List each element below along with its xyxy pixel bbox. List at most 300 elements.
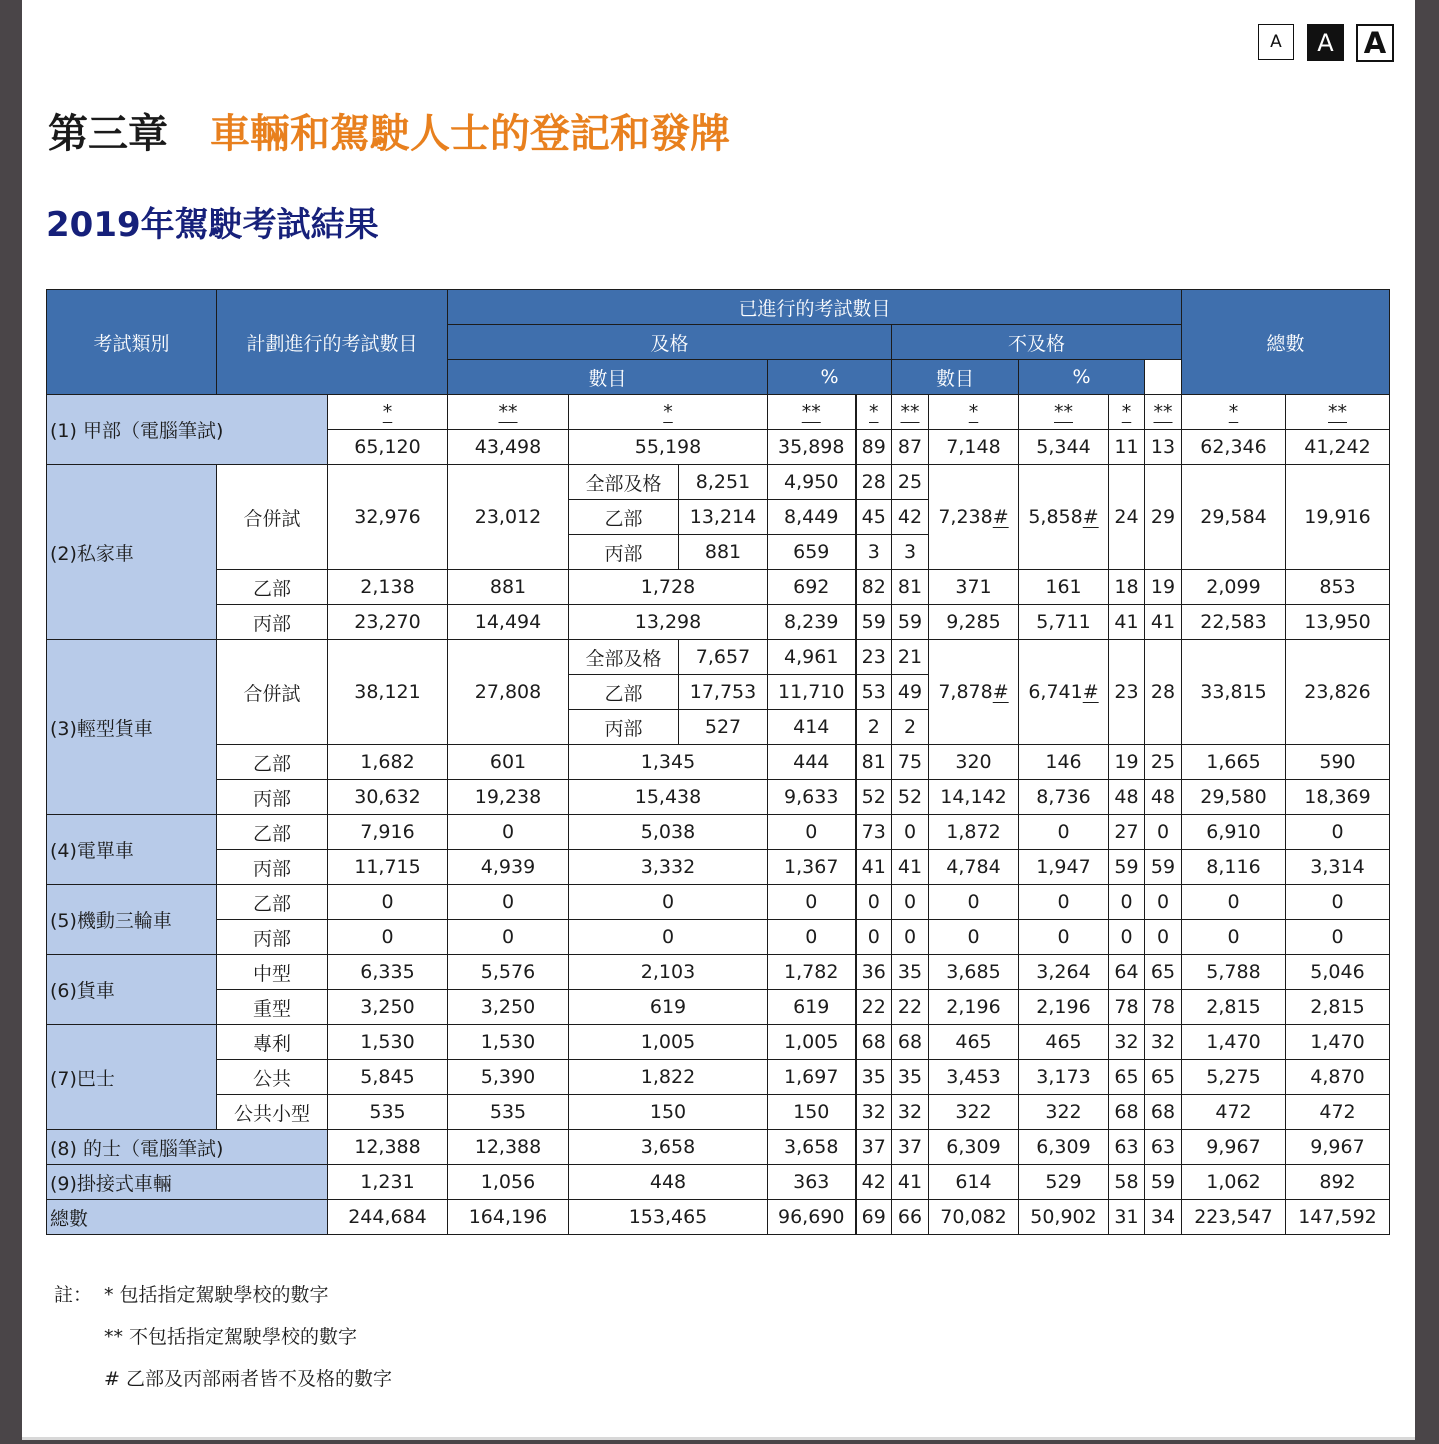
pass-pct-value: 23	[856, 640, 892, 675]
pass-value: 55,198	[569, 430, 768, 465]
plan-value: 19,238	[448, 780, 569, 815]
subcategory-label: 乙部	[217, 815, 328, 850]
pass-value: 881	[679, 535, 768, 570]
pass-pct-value: 32	[856, 1095, 892, 1130]
plan-value: 3,250	[328, 990, 448, 1025]
fail-pct-value: 65	[1145, 1060, 1182, 1095]
total-value: 892	[1286, 1165, 1390, 1200]
subcategory-label: 乙部	[217, 745, 328, 780]
pass-value: 1,005	[569, 1025, 768, 1060]
total-value: 0	[1182, 920, 1286, 955]
header-conducted: 已進行的考試數目	[448, 290, 1182, 325]
subcategory-label: 重型	[217, 990, 328, 1025]
plan-value: 2,138	[328, 570, 448, 605]
total-value: 62,346	[1182, 430, 1286, 465]
category-label: (2)私家車	[47, 465, 217, 640]
total-value: 13,950	[1286, 605, 1390, 640]
pass-value: 0	[768, 815, 856, 850]
total-value: 0	[1286, 885, 1390, 920]
fail-pct-value: 19	[1145, 570, 1182, 605]
plan-value: 11,715	[328, 850, 448, 885]
plan-value: 7,916	[328, 815, 448, 850]
table-row	[47, 850, 1390, 885]
sub-pass-label: 丙部	[569, 535, 679, 570]
pass-value: 448	[569, 1165, 768, 1200]
plan-value: 244,684	[328, 1200, 448, 1235]
fail-value: 6,309	[1019, 1130, 1109, 1165]
total-value: 22,583	[1182, 605, 1286, 640]
pass-value: 13,214	[679, 500, 768, 535]
pass-pct-value: 21	[892, 640, 929, 675]
total-value: 223,547	[1182, 1200, 1286, 1235]
fail-pct-value: 68	[1109, 1095, 1145, 1130]
fail-value: 7,878	[938, 681, 993, 703]
plan-value: 65,120	[328, 430, 448, 465]
category-label: (3)輕型貨車	[47, 640, 217, 815]
pass-value: 0	[768, 885, 856, 920]
total-value: 590	[1286, 745, 1390, 780]
plan-value: 1,056	[448, 1165, 569, 1200]
subcategory-label: 乙部	[217, 885, 328, 920]
pass-pct-value: 35	[892, 955, 929, 990]
header-total: 總數	[1182, 290, 1390, 395]
star-footnote-link[interactable]: *	[1228, 401, 1239, 423]
fail-pct-value: 63	[1145, 1130, 1182, 1165]
fail-pct-value: 0	[1109, 920, 1145, 955]
pass-pct-value: 35	[892, 1060, 929, 1095]
star-header-cell	[1019, 395, 1109, 430]
star-footnote-link[interactable]: **	[1328, 401, 1347, 423]
sub-pass-label: 全部及格	[569, 465, 679, 500]
total-value: 2,815	[1182, 990, 1286, 1025]
star-header-cell	[1145, 395, 1182, 430]
fail-pct-value: 64	[1109, 955, 1145, 990]
pass-pct-value: 0	[892, 920, 929, 955]
fail-pct-value: 31	[1109, 1200, 1145, 1235]
pass-pct-value: 36	[856, 955, 892, 990]
pass-value: 0	[569, 885, 768, 920]
fail-value: 14,142	[929, 780, 1019, 815]
plan-value: 601	[448, 745, 569, 780]
pass-pct-value: 0	[856, 885, 892, 920]
plan-value: 5,390	[448, 1060, 569, 1095]
total-value: 1,665	[1182, 745, 1286, 780]
fail-pct-value: 48	[1109, 780, 1145, 815]
pass-value: 8,239	[768, 605, 856, 640]
pass-value: 1,782	[768, 955, 856, 990]
pass-pct-value: 42	[856, 1165, 892, 1200]
chapter-heading	[48, 106, 730, 162]
note-item: * 包括指定駕駛學校的數字	[104, 1284, 329, 1306]
font-size-small-button[interactable]: A	[1258, 24, 1294, 60]
fail-pct-value: 41	[1145, 605, 1182, 640]
plan-value: 32,976	[328, 465, 448, 570]
plan-value: 43,498	[448, 430, 569, 465]
subcategory-label: 合併試	[217, 465, 328, 570]
fail-value: 70,082	[929, 1200, 1019, 1235]
pass-value: 692	[768, 570, 856, 605]
pass-value: 0	[768, 920, 856, 955]
total-value: 5,046	[1286, 955, 1390, 990]
plan-value: 3,250	[448, 990, 569, 1025]
fail-value: 50,902	[1019, 1200, 1109, 1235]
table-row	[47, 1095, 1390, 1130]
total-value: 0	[1182, 885, 1286, 920]
star-header-cell	[892, 395, 929, 430]
header-planned: 計劃進行的考試數目	[217, 290, 448, 395]
fail-pct-value: 58	[1109, 1165, 1145, 1200]
total-value: 1,470	[1182, 1025, 1286, 1060]
subcategory-label: 丙部	[217, 920, 328, 955]
plan-value: 23,270	[328, 605, 448, 640]
fail-pct-value: 59	[1145, 850, 1182, 885]
fail-value: 5,344	[1019, 430, 1109, 465]
pass-value: 96,690	[768, 1200, 856, 1235]
pass-pct-value: 49	[892, 675, 929, 710]
plan-value: 14,494	[448, 605, 569, 640]
star-header-cell	[1286, 395, 1390, 430]
pass-pct-value: 22	[856, 990, 892, 1025]
subcategory-label: 丙部	[217, 780, 328, 815]
subcategory-label: 專利	[217, 1025, 328, 1060]
pass-value: 13,298	[569, 605, 768, 640]
total-value: 23,826	[1286, 640, 1390, 745]
page-subtitle: 2019年駕駛考試結果	[46, 205, 379, 245]
total-value: 3,314	[1286, 850, 1390, 885]
pass-value: 150	[768, 1095, 856, 1130]
fail-pct-value: 48	[1145, 780, 1182, 815]
fail-pct-value: 29	[1145, 465, 1182, 570]
star-header-cell	[328, 395, 448, 430]
pass-value: 1,697	[768, 1060, 856, 1095]
pass-value: 1,005	[768, 1025, 856, 1060]
fail-value: 465	[929, 1025, 1019, 1060]
fail-pct-value: 78	[1109, 990, 1145, 1025]
total-value: 8,116	[1182, 850, 1286, 885]
pass-pct-value: 41	[856, 850, 892, 885]
table-row	[47, 465, 1390, 500]
fail-pct-value: 32	[1145, 1025, 1182, 1060]
pass-value: 1,728	[569, 570, 768, 605]
star-header-cell	[569, 395, 768, 430]
pass-value: 4,961	[768, 640, 856, 675]
star-footnote-link[interactable]: **	[801, 401, 821, 423]
star-header-cell	[1109, 395, 1145, 430]
star-footnote-link[interactable]: **	[1054, 401, 1073, 423]
pass-pct-value: 73	[856, 815, 892, 850]
fail-value: 0	[929, 885, 1019, 920]
category-label: (4)電單車	[47, 815, 217, 885]
table-row	[47, 290, 1390, 325]
total-value: 41,242	[1286, 430, 1390, 465]
table-row	[47, 955, 1390, 990]
star-footnote-link[interactable]: *	[968, 401, 979, 423]
pass-pct-value: 53	[856, 675, 892, 710]
pass-value: 3,658	[768, 1130, 856, 1165]
category-label: (9)掛接式車輛	[47, 1165, 328, 1200]
plan-value: 12,388	[328, 1130, 448, 1165]
pass-value: 659	[768, 535, 856, 570]
header-fail-count: 數目	[892, 360, 1019, 395]
pass-pct-value: 28	[856, 465, 892, 500]
header-failed: 不及格	[892, 325, 1182, 360]
fail-value: 529	[1019, 1165, 1109, 1200]
plan-value: 535	[328, 1095, 448, 1130]
pass-value: 3,332	[569, 850, 768, 885]
pass-pct-value: 35	[856, 1060, 892, 1095]
category-label: (6)貨車	[47, 955, 217, 1025]
category-label: (8) 的士（電腦筆試)	[47, 1130, 328, 1165]
sub-pass-label: 乙部	[569, 675, 679, 710]
note-item: ** 不包括指定駕駛學校的數字	[104, 1326, 358, 1348]
fail-value: 6,741	[1028, 681, 1083, 703]
total-value: 9,967	[1286, 1130, 1390, 1165]
plan-value: 23,012	[448, 465, 569, 570]
pass-pct-value: 22	[892, 990, 929, 1025]
pass-value: 5,038	[569, 815, 768, 850]
font-size-large-button[interactable]: A	[1356, 24, 1394, 62]
fail-pct-value: 18	[1109, 570, 1145, 605]
fail-value: 7,148	[929, 430, 1019, 465]
pass-value: 2,103	[569, 955, 768, 990]
fail-pct-value: 59	[1145, 1165, 1182, 1200]
table-row	[47, 395, 1390, 430]
fail-pct-value: 27	[1109, 815, 1145, 850]
pass-pct-value: 41	[892, 850, 929, 885]
pass-value: 1,822	[569, 1060, 768, 1095]
pass-pct-value: 69	[856, 1200, 892, 1235]
fail-value: 322	[1019, 1095, 1109, 1130]
pass-pct-value: 45	[856, 500, 892, 535]
fail-pct-value: 63	[1109, 1130, 1145, 1165]
total-value: 1,470	[1286, 1025, 1390, 1060]
subcategory-label: 丙部	[217, 850, 328, 885]
fail-cell	[929, 465, 1019, 570]
total-value: 4,870	[1286, 1060, 1390, 1095]
fail-value: 2,196	[1019, 990, 1109, 1025]
fail-pct-value: 0	[1145, 885, 1182, 920]
pass-pct-value: 0	[892, 885, 929, 920]
pass-value: 444	[768, 745, 856, 780]
grand-total-label: 總數	[47, 1200, 328, 1235]
total-value: 1,062	[1182, 1165, 1286, 1200]
fail-value: 2,196	[929, 990, 1019, 1025]
pass-value: 414	[768, 710, 856, 745]
fail-pct-value: 24	[1109, 465, 1145, 570]
total-value: 2,099	[1182, 570, 1286, 605]
pass-pct-value: 3	[892, 535, 929, 570]
star-footnote-link[interactable]: *	[869, 401, 879, 423]
table-row	[47, 885, 1390, 920]
fail-value: 3,264	[1019, 955, 1109, 990]
pass-pct-value: 25	[892, 465, 929, 500]
plan-value: 0	[448, 815, 569, 850]
pass-pct-value: 32	[892, 1095, 929, 1130]
fail-value: 0	[1019, 885, 1109, 920]
table-row	[47, 605, 1390, 640]
pass-value: 7,657	[679, 640, 768, 675]
table-row	[47, 920, 1390, 955]
header-passed: 及格	[448, 325, 892, 360]
fail-value: 8,736	[1019, 780, 1109, 815]
star-header-cell	[856, 395, 892, 430]
pass-value: 3,658	[569, 1130, 768, 1165]
star-header-cell	[1182, 395, 1286, 430]
fail-value: 4,784	[929, 850, 1019, 885]
total-value: 147,592	[1286, 1200, 1390, 1235]
note-item: # 乙部及丙部兩者皆不及格的數字	[104, 1368, 392, 1390]
pass-value: 619	[768, 990, 856, 1025]
category-label: (5)機動三輪車	[47, 885, 217, 955]
fail-pct-value: 28	[1145, 640, 1182, 745]
total-value: 29,580	[1182, 780, 1286, 815]
pass-value: 1,345	[569, 745, 768, 780]
total-value: 5,275	[1182, 1060, 1286, 1095]
plan-value: 1,530	[448, 1025, 569, 1060]
category-label: (7)巴士	[47, 1025, 217, 1130]
fail-value: 0	[1019, 815, 1109, 850]
total-value: 19,916	[1286, 465, 1390, 570]
fail-value: 3,453	[929, 1060, 1019, 1095]
fail-value: 5,858	[1028, 506, 1083, 528]
font-size-medium-button[interactable]: A	[1307, 24, 1344, 61]
pass-value: 9,633	[768, 780, 856, 815]
star-footnote-link[interactable]: **	[498, 401, 518, 423]
pass-pct-value: 68	[856, 1025, 892, 1060]
fail-value: 465	[1019, 1025, 1109, 1060]
total-value: 5,788	[1182, 955, 1286, 990]
fail-pct-value: 19	[1109, 745, 1145, 780]
subcategory-label: 乙部	[217, 570, 328, 605]
pass-pct-value: 87	[892, 430, 929, 465]
fail-value: 371	[929, 570, 1019, 605]
pass-value: 8,449	[768, 500, 856, 535]
total-value: 29,584	[1182, 465, 1286, 570]
fail-value: 614	[929, 1165, 1019, 1200]
fail-value: 6,309	[929, 1130, 1019, 1165]
total-value: 6,910	[1182, 815, 1286, 850]
fail-value: 1,872	[929, 815, 1019, 850]
pass-pct-value: 41	[892, 1165, 929, 1200]
table-row	[47, 780, 1390, 815]
plan-value: 30,632	[328, 780, 448, 815]
pass-value: 35,898	[768, 430, 856, 465]
fail-value: 3,685	[929, 955, 1019, 990]
table-row	[47, 815, 1390, 850]
subcategory-label: 合併試	[217, 640, 328, 745]
plan-value: 5,845	[328, 1060, 448, 1095]
subcategory-label: 丙部	[217, 605, 328, 640]
header-pass-count: 數目	[448, 360, 768, 395]
plan-value: 1,682	[328, 745, 448, 780]
pass-value: 1,367	[768, 850, 856, 885]
table-row	[47, 1200, 1390, 1235]
header-fail-percent: %	[1019, 360, 1145, 395]
pass-value: 15,438	[569, 780, 768, 815]
hash-footnote-link[interactable]: #	[992, 506, 1009, 528]
hash-footnote-link[interactable]: #	[1082, 506, 1099, 528]
sub-pass-label: 乙部	[569, 500, 679, 535]
plan-value: 881	[448, 570, 569, 605]
fail-value: 322	[929, 1095, 1019, 1130]
hash-footnote-link[interactable]: #	[992, 681, 1009, 703]
table-row	[47, 640, 1390, 675]
star-footnote-link[interactable]: **	[1153, 401, 1173, 423]
fail-value: 5,711	[1019, 605, 1109, 640]
plan-value: 0	[328, 920, 448, 955]
pass-value: 0	[569, 920, 768, 955]
pass-value: 11,710	[768, 675, 856, 710]
plan-value: 1,530	[328, 1025, 448, 1060]
pass-value: 4,950	[768, 465, 856, 500]
pass-pct-value: 37	[856, 1130, 892, 1165]
category-label: (1) 甲部（電腦筆試)	[47, 395, 328, 465]
fail-value: 1,947	[1019, 850, 1109, 885]
fail-pct-value: 0	[1109, 885, 1145, 920]
plan-value: 0	[448, 885, 569, 920]
subcategory-label: 公共小型	[217, 1095, 328, 1130]
total-value: 0	[1286, 920, 1390, 955]
pass-pct-value: 66	[892, 1200, 929, 1235]
fail-pct-value: 65	[1145, 955, 1182, 990]
fail-pct-value: 78	[1145, 990, 1182, 1025]
fail-value: 3,173	[1019, 1060, 1109, 1095]
total-value: 0	[1286, 815, 1390, 850]
hash-footnote-link[interactable]: #	[1082, 681, 1099, 703]
fail-value: 9,285	[929, 605, 1019, 640]
total-value: 472	[1286, 1095, 1390, 1130]
pass-value: 153,465	[569, 1200, 768, 1235]
star-footnote-link[interactable]: **	[900, 401, 920, 423]
fail-value: 161	[1019, 570, 1109, 605]
total-value: 853	[1286, 570, 1390, 605]
pass-pct-value: 82	[856, 570, 892, 605]
total-value: 9,967	[1182, 1130, 1286, 1165]
header-pass-percent: %	[768, 360, 892, 395]
pass-pct-value: 3	[856, 535, 892, 570]
total-value: 33,815	[1182, 640, 1286, 745]
pass-pct-value: 2	[892, 710, 929, 745]
pass-pct-value: 0	[892, 815, 929, 850]
fail-value: 7,238	[938, 506, 993, 528]
plan-value: 6,335	[328, 955, 448, 990]
star-footnote-link[interactable]: *	[663, 401, 673, 423]
plan-value: 27,808	[448, 640, 569, 745]
pass-value: 8,251	[679, 465, 768, 500]
star-footnote-link[interactable]: *	[1121, 401, 1132, 423]
fail-pct-value: 0	[1145, 920, 1182, 955]
fail-pct-value: 13	[1145, 430, 1182, 465]
total-value: 18,369	[1286, 780, 1390, 815]
plan-value: 1,231	[328, 1165, 448, 1200]
pass-value: 150	[569, 1095, 768, 1130]
table-row	[47, 745, 1390, 780]
star-header-cell	[448, 395, 569, 430]
table-body	[47, 290, 1390, 1235]
pass-pct-value: 59	[856, 605, 892, 640]
subcategory-label: 中型	[217, 955, 328, 990]
fail-value: 320	[929, 745, 1019, 780]
fail-value: 0	[1019, 920, 1109, 955]
pass-pct-value: 52	[892, 780, 929, 815]
fail-pct-value: 65	[1109, 1060, 1145, 1095]
fail-cell	[929, 640, 1019, 745]
star-footnote-link[interactable]: *	[382, 401, 393, 423]
pass-value: 619	[569, 990, 768, 1025]
table-row	[47, 1165, 1390, 1200]
pass-value: 17,753	[679, 675, 768, 710]
plan-value: 12,388	[448, 1130, 569, 1165]
